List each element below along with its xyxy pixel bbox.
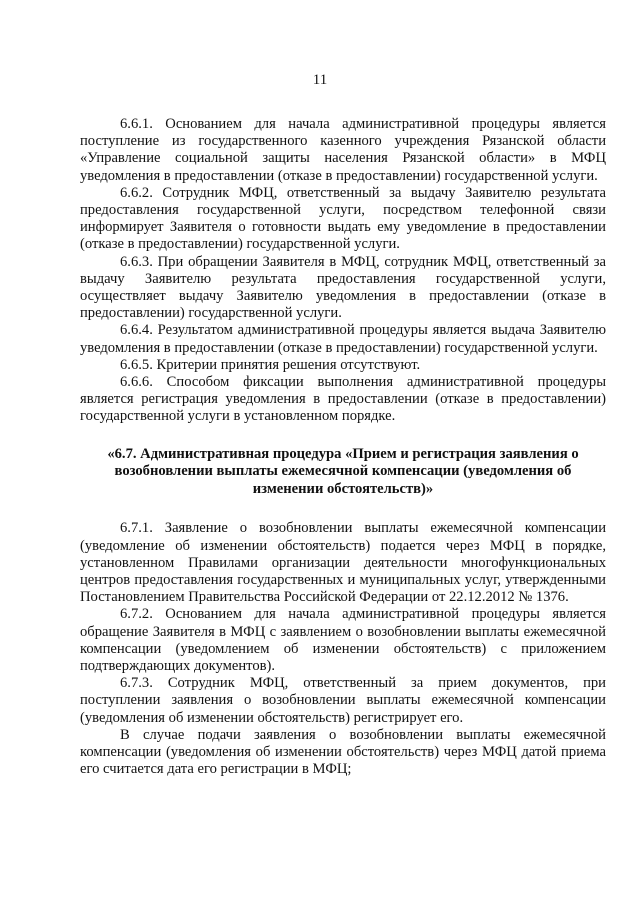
paragraph-6-7-2: 6.7.2. Основанием для начала административной процедуры является обращение Заявителя в МФЦ с заявлением о возобновлении выплаты ежемесячной компенсации (уведомлением об изменении обстоятельств) с приложением подтверждающих документов). (80, 606, 606, 675)
paragraph-6-6-5: 6.6.5. Критерии принятия решения отсутствуют. (120, 356, 421, 373)
paragraph-6-7-1: 6.7.1. Заявление о возобновлении выплаты ежемесячной компенсации (уведомление об изменении обстоятельств) подается через МФЦ в порядке, установленном Правилами организации деятельности многофункциональных центров предоставления государственных и муниципальных услуг, утвержденными Постановлением Правительства Российской Федерации от 22.12.2012 № 1376. (80, 520, 606, 606)
paragraph-6-6-4: 6.6.4. Результатом административной процедуры является выдача Заявителю уведомления в предоставлении (отказе в предоставлении) государственной услуги. (80, 322, 606, 356)
page-number: 11 (312, 72, 328, 88)
paragraph-6-6-1: 6.6.1. Основанием для начала административной процедуры является поступление из государственного казенного учреждения Рязанской области «Управление социальной защиты населения Рязанской области» в МФЦ уведомления в предоставлении (отказе в предоставлении) государственной услуги. (80, 116, 606, 184)
paragraph-6-6-2: 6.6.2. Сотрудник МФЦ, ответственный за выдачу Заявителю результата предоставления государственной услуги, посредством телефонной связи информирует Заявителя о готовности выдать ему уведомление в предоставлении (отказе в предоставлении) государственной услуги. (80, 184, 606, 253)
paragraph-6-6-6: 6.6.6. Способом фиксации выполнения административной процедуры является регистрация уведомления в предоставлении (отказе в предоставлении) государственной услуги в установленном порядке. (80, 374, 606, 425)
paragraph-6-6-3: 6.6.3. При обращении Заявителя в МФЦ, сотрудник МФЦ, ответственный за выдачу Заявителю результата предоставления государственной услуги, осуществляет выдачу Заявителю уведомления в предоставлении (отказе в предоставлении) государственной услуги. (80, 253, 606, 322)
paragraph-mfc-registration: В случае подачи заявления о возобновлении выплаты ежемесячной компенсации (уведомления об изменении обстоятельств) через МФЦ датой приема его считается дата его регистрации в МФЦ; (80, 726, 606, 778)
document-body (80, 116, 606, 778)
paragraph-6-7-3: 6.7.3. Сотрудник МФЦ, ответственный за прием документов, при поступлении заявления о возобновлении выплаты ежемесячной компенсации (уведомления об изменении обстоятельств) регистрирует его. (80, 675, 606, 726)
section-heading-6-7: «6.7. Административная процедура «Прием и регистрация заявления о возобновлении выплаты ежемесячной компенсации (уведомления об изменении обстоятельств)» (107, 445, 579, 497)
